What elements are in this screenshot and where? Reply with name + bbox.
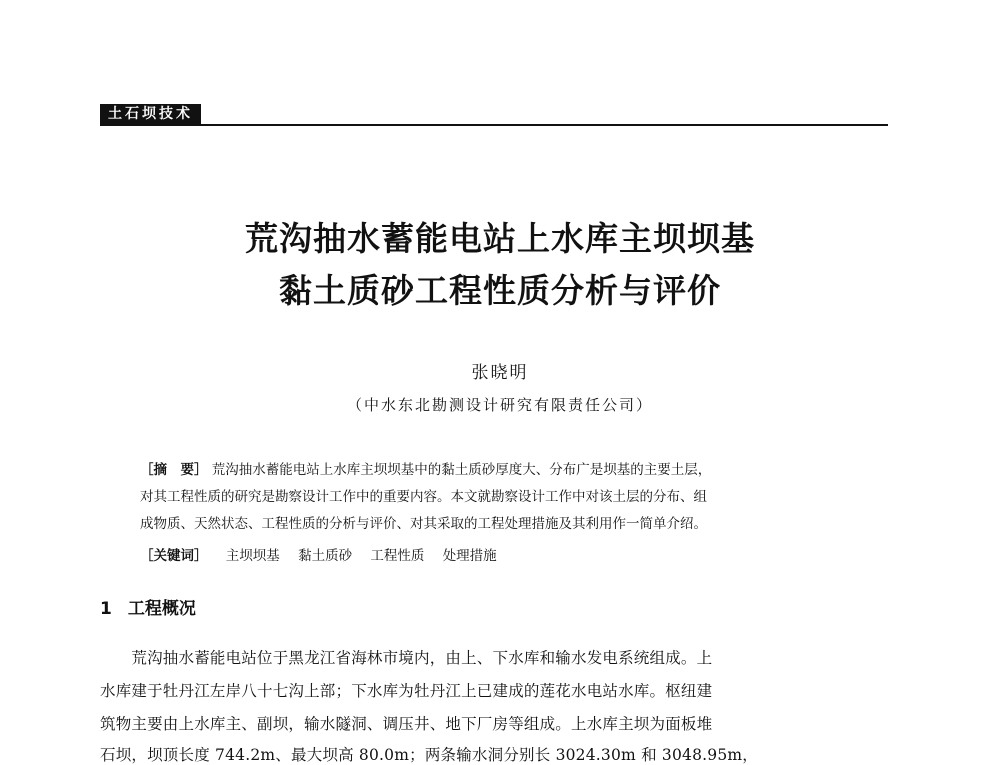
section-heading <box>100 594 196 619</box>
body-line-1: 荒沟抽水蓄能电站位于黑龙江省海林市境内，由上、下水库和输水发电系统组成。上 <box>100 649 713 667</box>
keywords-label: ［关键词］ <box>140 548 208 564</box>
abstract-line-1: ［摘 要］ 荒沟抽水蓄能电站上水库主坝坝基中的黏土质砂厚度大、分布广是坝基的主要土层， <box>140 462 712 478</box>
body-line-2: 水库建于牡丹江左岸八十七沟上部；下水库为牡丹江上已建成的莲花水电站水库。枢纽建 <box>100 682 713 700</box>
section-header-label: 土石坝技术 <box>100 104 201 124</box>
abstract-line-2: 对其工程性质的研究是勘察设计工作中的重要内容。本文就勘察设计工作中对该土层的分布、组 <box>140 489 707 505</box>
keyword-item: 处理措施 <box>442 548 497 564</box>
body-line-4: 石坝，坝顶长度 744.2m、最大坝高 80.0m；两条输水洞分别长 3024.30m 和 3048.95m， <box>100 746 759 764</box>
abstract-label: ［摘 要］ <box>140 462 208 478</box>
author-affiliation: （中水东北勘测设计研究有限责任公司） <box>346 396 653 414</box>
keyword-item: 黏土质砂 <box>298 548 353 564</box>
section-number: 1 <box>100 599 112 619</box>
abstract-line-3: 成物质、天然状态、工程性质的分析与评价、对其采取的工程处理措施及其利用作一简单介绍。 <box>140 516 707 532</box>
body-line-3: 筑物主要由上水库主、副坝，输水隧洞、调压井、地下厂房等组成。上水库主坝为面板堆 <box>100 715 713 733</box>
keyword-item: 工程性质 <box>370 548 425 564</box>
keyword-item: 主坝坝基 <box>225 548 280 564</box>
paper-title-line-2: 黏土质砂工程性质分析与评价 <box>279 271 721 310</box>
header-rule <box>100 124 888 126</box>
keywords <box>140 544 497 564</box>
author-name: 张晓明 <box>471 363 529 383</box>
paper-title-line-1: 荒沟抽水蓄能电站上水库主坝坝基 <box>245 219 755 258</box>
abstract <box>140 457 900 538</box>
section-title: 工程概况 <box>127 599 196 619</box>
